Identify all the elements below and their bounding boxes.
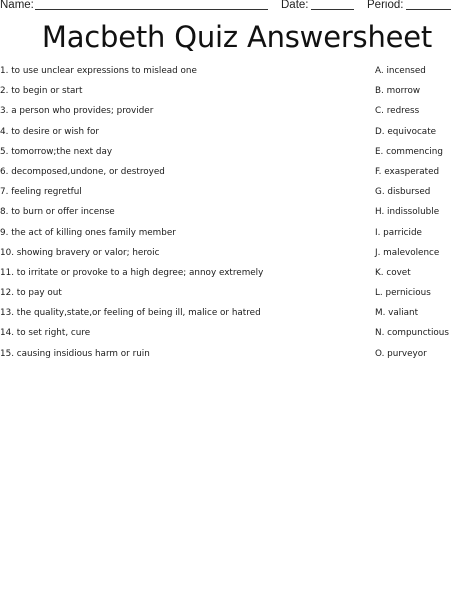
clue-item: 4. to desire or wish for <box>0 126 99 137</box>
period-blank-line <box>406 9 451 10</box>
answer-item: L. pernicious <box>375 288 431 299</box>
clue-item: 8. to burn or offer incense <box>0 207 115 218</box>
answer-item: D. equivocate <box>375 126 437 137</box>
page-title: Macbeth Quiz Answersheet <box>41 20 433 54</box>
clue-item: 7. feeling regretful <box>0 187 82 198</box>
answer-item: K. covet <box>375 267 411 278</box>
clue-item: 14. to set right, cure <box>0 328 91 339</box>
clue-item: 15. causing insidious harm or ruin <box>0 348 150 359</box>
date-blank-line <box>311 9 354 10</box>
answer-item: C. redress <box>375 106 420 117</box>
answer-bank <box>375 63 474 366</box>
name-label: Name: <box>0 0 34 11</box>
clue-item: 1. to use unclear expressions to mislead one <box>0 66 197 76</box>
answer-item: A. incensed <box>375 66 426 76</box>
student-info-header <box>0 0 474 13</box>
answer-item: F. exasperated <box>375 166 440 177</box>
clue-item: 3. a person who provides; provider <box>0 106 154 117</box>
answer-item: E. commencing <box>375 146 443 157</box>
clue-item: 13. the quality,state,or feeling of being ill, malice or hatred <box>0 308 261 319</box>
answer-item: J. malevolence <box>375 247 440 258</box>
answer-item: B. morrow <box>375 86 421 97</box>
period-label: Period: <box>367 0 404 11</box>
answer-item: N. compunctious <box>375 328 449 339</box>
answer-item: G. disbursed <box>375 187 431 198</box>
clue-item: 12. to pay out <box>0 288 62 299</box>
clue-item: 2. to begin or start <box>0 86 83 97</box>
answer-item: M. valiant <box>375 308 419 319</box>
answer-item: H. indissoluble <box>375 207 440 218</box>
clue-item: 10. showing bravery or valor; heroic <box>0 247 160 258</box>
clue-list <box>0 63 365 366</box>
clue-item: 6. decomposed,undone, or destroyed <box>0 166 165 177</box>
answer-item: O. purveyor <box>375 348 427 359</box>
clue-item: 11. to irritate or provoke to a high degree; annoy extremely <box>0 267 264 278</box>
name-blank-line <box>35 9 268 10</box>
clue-item: 5. tomorrow;the next day <box>0 146 113 157</box>
clue-item: 9. the act of killing ones family member <box>0 227 176 238</box>
date-label: Date: <box>281 0 309 11</box>
answer-item: I. parricide <box>375 227 422 238</box>
